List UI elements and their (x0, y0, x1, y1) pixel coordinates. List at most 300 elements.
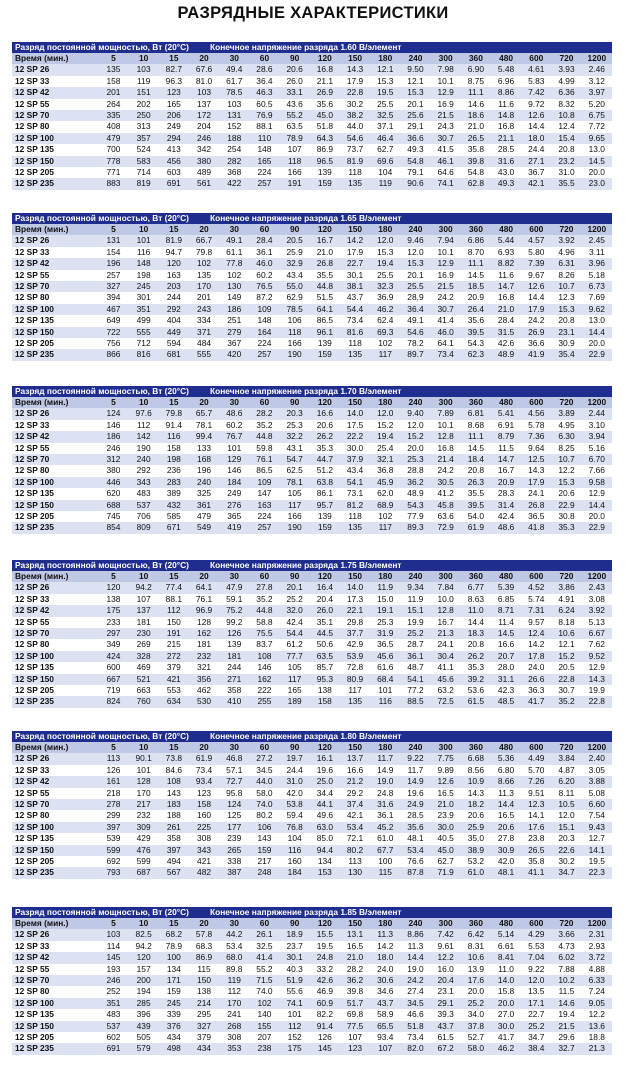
power-value-cell: 3.05 (582, 765, 612, 776)
power-value-cell: 25.0 (310, 776, 340, 787)
power-value-cell: 62.3 (461, 349, 491, 360)
power-value-cell: 295 (189, 1009, 219, 1020)
time-header-cell: 480 (491, 224, 521, 235)
power-value-cell: 283 (159, 477, 189, 488)
power-value-cell: 12.0 (400, 247, 430, 258)
power-value-cell: 54.4 (280, 628, 310, 639)
power-value-cell: 58.8 (249, 617, 279, 628)
power-value-cell: 41.9 (521, 349, 551, 360)
power-value-cell: 155 (249, 1021, 279, 1032)
power-value-cell: 21.1 (310, 76, 340, 87)
power-value-cell: 68.2 (159, 929, 189, 940)
power-value-cell: 22.7 (340, 258, 370, 269)
power-value-cell: 75.5 (249, 628, 279, 639)
power-value-cell: 681 (159, 349, 189, 360)
power-value-cell: 17.5 (340, 420, 370, 431)
table-row (12, 431, 612, 442)
power-value-cell: 135 (340, 696, 370, 707)
time-header-row (12, 571, 612, 582)
power-value-cell: 38.9 (461, 845, 491, 856)
power-value-cell: 69.6 (370, 156, 400, 167)
power-value-cell: 130 (340, 867, 370, 878)
power-value-cell: 12.0 (521, 975, 551, 986)
power-value-cell: 14.4 (461, 617, 491, 628)
power-value-cell: 62.5 (280, 465, 310, 476)
table-row (12, 258, 612, 269)
power-value-cell: 308 (189, 833, 219, 844)
power-value-cell: 30.8 (551, 511, 581, 522)
model-name: 12 SP 205 (12, 338, 98, 349)
power-value-cell: 35.3 (461, 662, 491, 673)
power-value-cell: 108 (159, 776, 189, 787)
power-value-cell: 18.0 (521, 133, 551, 144)
power-value-cell: 816 (129, 349, 159, 360)
power-value-cell: 165 (249, 156, 279, 167)
power-value-cell: 79.8 (159, 408, 189, 419)
power-value-cell: 14.9 (400, 776, 430, 787)
power-value-cell: 117 (370, 522, 400, 533)
power-value-cell: 72.9 (431, 522, 461, 533)
power-value-cell: 10.6 (551, 628, 581, 639)
power-value-cell: 11.3 (370, 929, 400, 940)
power-value-cell: 172 (189, 110, 219, 121)
power-value-cell: 42.6 (310, 975, 340, 986)
power-value-cell: 21.5 (431, 110, 461, 121)
power-value-cell: 54.3 (461, 338, 491, 349)
power-value-cell: 166 (280, 338, 310, 349)
power-value-cell: 44.8 (249, 431, 279, 442)
power-value-cell: 73.4 (431, 349, 461, 360)
power-value-cell: 4.29 (521, 929, 551, 940)
power-value-cell: 232 (189, 651, 219, 662)
model-name: 12 SP 80 (12, 639, 98, 650)
power-value-cell: 168 (189, 454, 219, 465)
time-header-cell: 240 (400, 224, 430, 235)
power-value-cell: 17.3 (340, 594, 370, 605)
power-value-cell: 7.62 (582, 639, 612, 650)
table-row (12, 500, 612, 511)
power-value-cell: 19.4 (551, 1009, 581, 1020)
power-value-cell: 25.6 (400, 110, 430, 121)
model-name: 12 SP 42 (12, 776, 98, 787)
power-value-cell: 20.1 (400, 270, 430, 281)
power-value-cell: 143 (249, 833, 279, 844)
power-value-cell: 163 (249, 500, 279, 511)
power-value-cell: 22.2 (340, 431, 370, 442)
power-value-cell: 8.70 (461, 247, 491, 258)
time-header-cell: 90 (280, 742, 310, 753)
end-voltage-label: Конечное напряжение разряда 1.75 В/элемент (210, 560, 402, 570)
power-value-cell: 61.5 (461, 696, 491, 707)
power-value-cell: 170 (129, 788, 159, 799)
power-value-cell: 85.0 (310, 833, 340, 844)
power-value-cell: 9.52 (582, 651, 612, 662)
power-value-cell: 59.4 (280, 810, 310, 821)
power-value-cell: 23.9 (431, 810, 461, 821)
power-value-cell: 131 (98, 235, 128, 246)
power-value-cell: 62.4 (370, 315, 400, 326)
power-value-cell: 419 (219, 522, 249, 533)
power-value-cell: 100 (159, 952, 189, 963)
power-value-cell: 28.6 (249, 64, 279, 75)
table-row (12, 582, 612, 593)
power-value-cell: 14.5 (491, 628, 521, 639)
power-value-cell: 43.7 (431, 1021, 461, 1032)
model-name: 12 SP 33 (12, 941, 98, 952)
power-value-cell: 114 (98, 941, 128, 952)
power-value-cell: 48.6 (219, 408, 249, 419)
power-value-cell: 11.1 (461, 431, 491, 442)
power-value-cell: 245 (159, 998, 189, 1009)
power-value-cell: 190 (280, 349, 310, 360)
power-value-cell: 327 (189, 1021, 219, 1032)
time-header-cell: 15 (159, 571, 189, 582)
power-value-cell: 37.4 (340, 799, 370, 810)
power-value-cell: 233 (98, 617, 128, 628)
table-row (12, 822, 612, 833)
model-name: 12 SP 80 (12, 986, 98, 997)
power-value-cell: 248 (249, 867, 279, 878)
power-value-cell: 134 (159, 964, 189, 975)
power-value-cell: 25.9 (461, 822, 491, 833)
power-value-cell: 153 (310, 867, 340, 878)
power-value-cell: 6.68 (461, 753, 491, 764)
power-value-cell: 19.0 (370, 776, 400, 787)
power-value-cell: 8.41 (491, 952, 521, 963)
power-value-cell: 688 (98, 500, 128, 511)
power-value-cell: 292 (159, 304, 189, 315)
power-value-cell: 5.14 (491, 929, 521, 940)
power-value-cell: 312 (98, 454, 128, 465)
power-value-cell: 5.83 (521, 76, 551, 87)
power-value-cell: 6.24 (551, 605, 581, 616)
power-value-cell: 91.4 (310, 1021, 340, 1032)
power-value-cell: 188 (159, 810, 189, 821)
power-value-cell: 60.9 (310, 998, 340, 1009)
table-row (12, 443, 612, 454)
power-value-cell: 51.9 (280, 975, 310, 986)
power-value-cell: 101 (370, 685, 400, 696)
discharge-table-block (12, 386, 612, 534)
power-value-cell: 36.8 (370, 465, 400, 476)
power-value-cell: 13.0 (582, 144, 612, 155)
power-value-cell: 18.6 (461, 110, 491, 121)
model-name: 12 SP 100 (12, 651, 98, 662)
power-value-cell: 66.7 (189, 235, 219, 246)
power-value-cell: 7.72 (582, 121, 612, 132)
time-header-cell: 5 (98, 397, 128, 408)
power-value-cell: 793 (98, 867, 128, 878)
power-value-cell: 35.2 (551, 696, 581, 707)
power-value-cell: 105 (280, 488, 310, 499)
power-value-cell: 5.36 (491, 753, 521, 764)
power-value-cell: 7.42 (521, 87, 551, 98)
power-value-cell: 113 (340, 856, 370, 867)
time-header-cell: 180 (370, 918, 400, 929)
power-value-cell: 62.0 (370, 488, 400, 499)
power-value-cell: 482 (189, 867, 219, 878)
power-value-cell: 3.96 (582, 258, 612, 269)
power-value-cell: 719 (98, 685, 128, 696)
power-value-cell: 27.2 (249, 753, 279, 764)
power-value-cell: 115 (370, 867, 400, 878)
power-value-cell: 112 (129, 420, 159, 431)
model-name: 12 SP 42 (12, 258, 98, 269)
time-header-cell: 1200 (582, 224, 612, 235)
power-value-cell: 25.2 (280, 594, 310, 605)
time-header-cell: 600 (521, 53, 551, 64)
table-row (12, 247, 612, 258)
power-value-cell: 68.4 (370, 674, 400, 685)
power-value-cell: 158 (310, 696, 340, 707)
power-value-cell: 3.72 (582, 952, 612, 963)
power-value-cell: 21.4 (431, 454, 461, 465)
power-value-cell: 38.2 (340, 110, 370, 121)
power-value-cell: 102 (370, 338, 400, 349)
power-value-cell: 166 (280, 167, 310, 178)
power-value-cell: 24.2 (431, 292, 461, 303)
time-header-cell: 240 (400, 571, 430, 582)
power-value-cell: 22.9 (582, 349, 612, 360)
power-value-cell: 118 (280, 156, 310, 167)
power-value-cell: 138 (98, 594, 128, 605)
power-value-cell: 186 (219, 304, 249, 315)
power-value-cell: 181 (129, 617, 159, 628)
power-value-cell: 159 (310, 522, 340, 533)
power-value-cell: 824 (98, 696, 128, 707)
power-value-cell: 126 (310, 1032, 340, 1043)
model-name: 12 SP 26 (12, 582, 98, 593)
table-row (12, 617, 612, 628)
power-value-cell: 313 (129, 121, 159, 132)
time-header-cell: 30 (219, 224, 249, 235)
power-value-cell: 120 (98, 582, 128, 593)
power-value-cell: 139 (219, 639, 249, 650)
table-row (12, 76, 612, 87)
time-header-cell: 90 (280, 224, 310, 235)
power-value-cell: 72.5 (431, 696, 461, 707)
time-header-cell: 20 (189, 397, 219, 408)
power-value-cell: 30.1 (280, 952, 310, 963)
power-value-cell: 65.5 (370, 1021, 400, 1032)
model-name: 12 SP 42 (12, 605, 98, 616)
power-value-cell: 71.5 (249, 975, 279, 986)
power-value-cell: 5.08 (582, 788, 612, 799)
power-label: Разряд постоянной мощностью, Вт (20°C) (15, 560, 189, 570)
power-label: Разряд постоянной мощностью, Вт (20°C) (15, 731, 189, 741)
power-value-cell: 97.6 (129, 408, 159, 419)
power-value-cell: 27.4 (400, 986, 430, 997)
table-row (12, 338, 612, 349)
power-value-cell: 23.7 (280, 941, 310, 952)
power-value-cell: 126 (98, 765, 128, 776)
power-value-cell: 59.1 (219, 594, 249, 605)
power-value-cell: 343 (129, 477, 159, 488)
power-value-cell: 54.1 (400, 674, 430, 685)
power-value-cell: 17.9 (340, 76, 370, 87)
power-value-cell: 22.7 (521, 1009, 551, 1020)
power-value-cell: 124 (219, 799, 249, 810)
power-value-cell: 143 (159, 788, 189, 799)
power-value-cell: 62.8 (461, 178, 491, 189)
power-value-cell: 30.7 (431, 304, 461, 315)
power-value-cell: 55.6 (280, 986, 310, 997)
power-value-cell: 86.5 (249, 465, 279, 476)
power-value-cell: 15.3 (551, 477, 581, 488)
power-value-cell: 15.3 (370, 76, 400, 87)
power-value-cell: 32.5 (249, 941, 279, 952)
power-value-cell: 116 (159, 431, 189, 442)
power-value-cell: 61.9 (189, 753, 219, 764)
power-value-cell: 39.2 (461, 674, 491, 685)
power-value-cell: 30.1 (340, 270, 370, 281)
power-value-cell: 64.1 (431, 338, 461, 349)
power-value-cell: 328 (129, 651, 159, 662)
power-value-cell: 184 (280, 867, 310, 878)
power-value-cell: 6.90 (461, 64, 491, 75)
power-value-cell: 292 (129, 465, 159, 476)
time-header-cell: 150 (340, 397, 370, 408)
power-value-cell: 6.96 (491, 76, 521, 87)
power-value-cell: 349 (98, 639, 128, 650)
power-value-cell: 58.0 (461, 1043, 491, 1054)
power-value-cell: 13.9 (461, 964, 491, 975)
power-value-cell: 706 (129, 511, 159, 522)
table-row (12, 810, 612, 821)
table-row (12, 776, 612, 787)
power-value-cell: 217 (129, 799, 159, 810)
power-value-cell: 164 (249, 327, 279, 338)
time-header-cell: 120 (310, 53, 340, 64)
power-value-cell: 410 (219, 696, 249, 707)
power-value-cell: 9.34 (400, 582, 430, 593)
power-value-cell: 137 (129, 605, 159, 616)
table-row (12, 270, 612, 281)
power-value-cell: 25.2 (461, 998, 491, 1009)
time-header-row (12, 53, 612, 64)
power-value-cell: 30.0 (491, 1021, 521, 1032)
time-header-cell: 480 (491, 742, 521, 753)
power-value-cell: 76.1 (189, 594, 219, 605)
power-value-cell: 145 (98, 952, 128, 963)
power-value-cell: 73.4 (400, 1032, 430, 1043)
power-value-cell: 11.5 (491, 443, 521, 454)
power-value-cell: 20.0 (582, 511, 612, 522)
power-value-cell: 387 (219, 867, 249, 878)
discharge-table-block (12, 560, 612, 708)
power-value-cell: 118 (340, 511, 370, 522)
table-row (12, 952, 612, 963)
table-header-bar (12, 386, 612, 397)
power-value-cell: 12.9 (431, 87, 461, 98)
discharge-table-block (12, 42, 612, 190)
power-value-cell: 5.70 (521, 765, 551, 776)
power-value-cell: 190 (280, 522, 310, 533)
power-value-cell: 103 (219, 99, 249, 110)
discharge-table (12, 918, 612, 1055)
power-value-cell: 57.8 (189, 929, 219, 940)
table-row (12, 477, 612, 488)
model-name: 12 SP 150 (12, 845, 98, 856)
table-header-bar (12, 560, 612, 571)
power-value-cell: 42.1 (521, 178, 551, 189)
power-value-cell: 479 (189, 511, 219, 522)
power-value-cell: 700 (98, 144, 128, 155)
power-value-cell: 224 (249, 338, 279, 349)
power-value-cell: 104 (280, 833, 310, 844)
power-value-cell: 19.7 (280, 753, 310, 764)
power-value-cell: 6.81 (461, 408, 491, 419)
power-value-cell: 38.1 (340, 281, 370, 292)
power-value-cell: 8.25 (551, 443, 581, 454)
power-value-cell: 11.7 (400, 765, 430, 776)
power-value-cell: 12.9 (582, 662, 612, 673)
power-value-cell: 47.9 (219, 582, 249, 593)
discharge-table (12, 224, 612, 361)
power-value-cell: 44.8 (249, 605, 279, 616)
power-value-cell: 14.7 (491, 281, 521, 292)
power-value-cell: 109 (249, 477, 279, 488)
power-value-cell: 4.57 (521, 235, 551, 246)
table-row (12, 1043, 612, 1054)
power-value-cell: 93.4 (370, 1032, 400, 1043)
model-name: 12 SP 100 (12, 304, 98, 315)
model-name: 12 SP 135 (12, 144, 98, 155)
model-name: 12 SP 55 (12, 964, 98, 975)
power-value-cell: 44.1 (310, 799, 340, 810)
power-value-cell: 78.2 (400, 338, 430, 349)
time-header-cell: 180 (370, 742, 400, 753)
power-value-cell: 45.2 (370, 822, 400, 833)
power-value-cell: 368 (219, 167, 249, 178)
power-value-cell: 94.7 (159, 247, 189, 258)
power-value-cell: 16.8 (491, 121, 521, 132)
model-name: 12 SP 42 (12, 87, 98, 98)
time-header-cell: 120 (310, 224, 340, 235)
power-value-cell: 6.20 (551, 776, 581, 787)
power-value-cell: 26.8 (310, 258, 340, 269)
power-value-cell: 9.05 (582, 998, 612, 1009)
time-header-cell: 360 (461, 53, 491, 64)
power-value-cell: 23.2 (551, 156, 581, 167)
power-value-cell: 33.1 (280, 87, 310, 98)
power-value-cell: 60.5 (249, 99, 279, 110)
power-value-cell: 7.31 (521, 605, 551, 616)
power-value-cell: 138 (310, 685, 340, 696)
power-value-cell: 4.99 (551, 76, 581, 87)
power-value-cell: 198 (159, 454, 189, 465)
power-value-cell: 42.9 (340, 639, 370, 650)
power-value-cell: 128 (129, 776, 159, 787)
power-value-cell: 41.7 (491, 1032, 521, 1043)
discharge-table (12, 397, 612, 534)
power-value-cell: 358 (219, 685, 249, 696)
power-value-cell: 356 (189, 674, 219, 685)
time-header-cell: 720 (551, 53, 581, 64)
power-value-cell: 36.5 (370, 639, 400, 650)
power-value-cell: 108 (249, 651, 279, 662)
power-value-cell: 63.8 (310, 477, 340, 488)
discharge-table-block (12, 213, 612, 361)
time-header-cell: 5 (98, 742, 128, 753)
power-value-cell: 61.0 (370, 833, 400, 844)
power-value-cell: 46.0 (431, 327, 461, 338)
power-value-cell: 42.4 (491, 511, 521, 522)
power-value-cell: 16.6 (340, 765, 370, 776)
table-row (12, 121, 612, 132)
power-value-cell: 11.4 (491, 617, 521, 628)
power-value-cell: 760 (129, 696, 159, 707)
